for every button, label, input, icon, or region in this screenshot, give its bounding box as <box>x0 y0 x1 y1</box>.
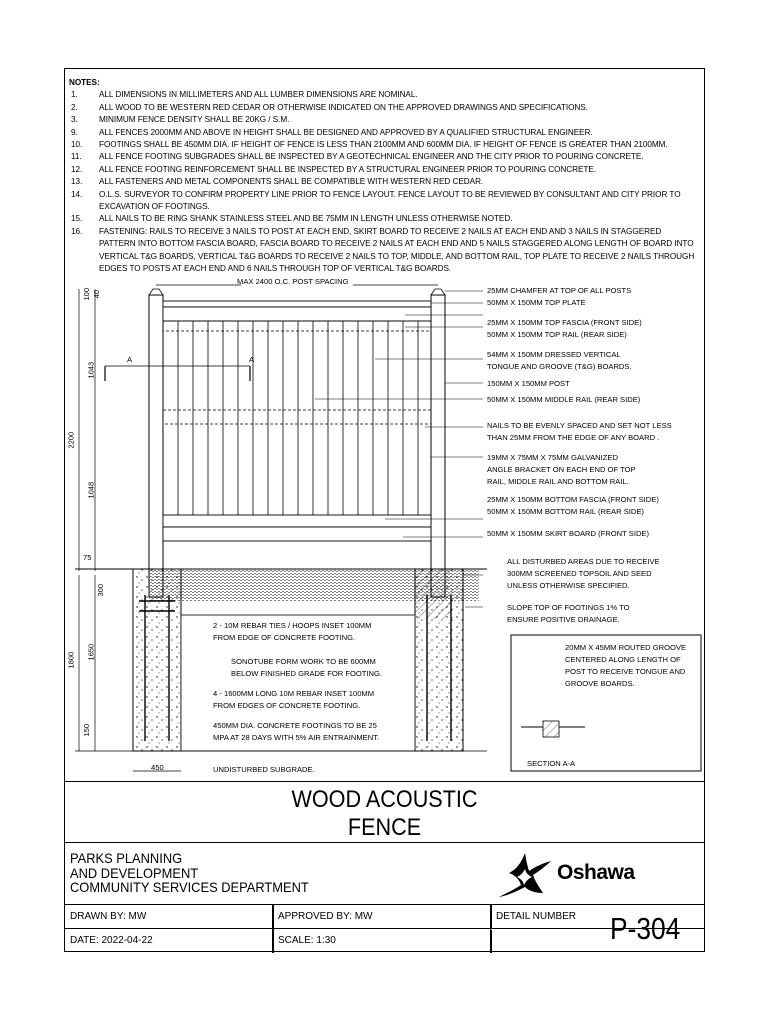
dim-label: 300 <box>96 583 106 597</box>
oshawa-star-icon <box>495 849 555 901</box>
note-number: 16. <box>71 226 83 236</box>
dim-label: 150 <box>82 723 92 737</box>
note-text: ALL FENCE FOOTING SUBGRADES SHALL BE INSPECTED BY A GEOTECHNICAL ENGINEER AND THE CITY PRIOR TO POURING CONCRETE. <box>99 152 644 162</box>
callout: 300MM SCREENED TOPSOIL AND SEED <box>507 569 652 578</box>
skirt-board <box>163 527 431 541</box>
dim-label: 450 <box>151 763 164 772</box>
dim-label: 1800 <box>66 651 76 669</box>
post-spacing-label: MAX 2400 O.C. POST SPACING <box>237 277 349 286</box>
callout: 25MM X 150MM TOP FASCIA (FRONT SIDE) <box>487 318 642 327</box>
note-number: 13. <box>71 177 83 187</box>
note-item <box>69 114 699 126</box>
department-name <box>70 851 309 895</box>
section-mark: A <box>249 355 255 364</box>
note-text: ALL NAILS TO BE RING SHANK STAINLESS STEEL AND BE 75MM IN LENGTH UNLESS OTHERWISE NOTED. <box>99 214 513 224</box>
title-line-1: WOOD ACOUSTIC <box>291 786 478 813</box>
section-detail-note: CENTERED ALONG LENGTH OF <box>565 655 681 664</box>
section-mark: A <box>127 355 133 364</box>
section-post-detail <box>543 721 559 737</box>
section-title: SECTION A-A <box>527 759 576 768</box>
callout: UNLESS OTHERWISE SPECIFIED. <box>507 581 630 590</box>
note-item <box>69 102 699 114</box>
titleblock-divider <box>272 905 274 953</box>
note-item <box>69 127 699 139</box>
dim-label: 1650 <box>86 643 96 661</box>
footing-callout: FROM EDGES OF CONCRETE FOOTING. <box>213 701 361 710</box>
note-number: 2. <box>71 102 78 112</box>
approved-by: APPROVED BY: MW <box>278 911 373 922</box>
footing-callout: MPA AT 28 DAYS WITH 5% AIR ENTRAINMENT. <box>213 733 380 742</box>
note-number: 12. <box>71 164 83 174</box>
note-item <box>69 139 699 151</box>
department-line: PARKS PLANNING <box>70 850 183 866</box>
vertical-tg-boards <box>178 321 418 515</box>
dim-label: 1048 <box>86 481 96 499</box>
scale: SCALE: 1:30 <box>278 935 336 946</box>
oshawa-wordmark: Oshawa <box>557 861 635 884</box>
note-number: 15. <box>71 214 83 224</box>
department-band <box>65 843 704 905</box>
department-line: AND DEVELOPMENT <box>70 864 199 881</box>
note-text: ALL DIMENSIONS IN MILLIMETERS AND ALL LUMBER DIMENSIONS ARE NOMINAL. <box>99 90 418 100</box>
department-line: COMMUNITY SERVICES DEPARTMENT <box>70 879 309 895</box>
callout: THAN 25MM FROM THE EDGE OF ANY BOARD . <box>487 433 660 442</box>
fence-elevation-drawing <box>65 275 706 783</box>
note-number: 9. <box>71 127 78 137</box>
leader-lines <box>315 291 483 607</box>
note-text: ALL FENCES 2000MM AND ABOVE IN HEIGHT SHALL BE DESIGNED AND APPROVED BY A QUALIFIED STRUCTURAL ENGINEER. <box>99 127 593 137</box>
callout: 50MM X 150MM TOP PLATE <box>487 298 586 307</box>
callout: 54MM X 150MM DRESSED VERTICAL <box>487 350 621 359</box>
titleblock-row-1 <box>65 905 704 929</box>
titleblock-row-2 <box>65 929 704 953</box>
callout: 50MM X 150MM TOP RAIL (REAR SIDE) <box>487 330 627 339</box>
dim-label: 2200 <box>66 431 76 449</box>
note-item <box>69 176 699 188</box>
note-text: FOOTINGS SHALL BE 450MM DIA. IF HEIGHT OF FENCE IS LESS THAN 2100MM AND 600MM DIA. IF HEIGHT OF FENCE IS GREATER THAN 2100MM. <box>99 140 668 150</box>
callout: NAILS TO BE EVENLY SPACED AND SET NOT LESS <box>487 421 672 430</box>
note-item <box>69 213 699 225</box>
post-chamfer <box>149 289 163 295</box>
dim-label: 75 <box>83 553 92 562</box>
right-post <box>431 295 445 597</box>
note-text: FASTENING: RAILS TO RECEIVE 3 NAILS TO POST AT EACH END, SKIRT BOARD TO RECEIVE 2 NAILS AT EACH END AND 3 NAILS IN STAGGERED PATTERN INTO BOTTOM FASCIA BOARD, FASCIA BOARD TO RECEIVE 2 NAILS AT EACH END AND 5 NAILS STAGGERED ALONG LENGTH OF BOARD INTO VERTICAL T&G BOARDS, VERTICAL T&G BOARDS TO RECEIVE 2 NAILS TO TOP, MIDDLE, AND BOTTOM RAIL, TOP PLATE TO RECEIVE 2 NAILS THROUGH EDGES TO POSTS AT EACH END AND 6 NAILS THROUGH TOP OF VERTICAL T&G BOARDS. <box>99 226 695 274</box>
note-number: 10. <box>71 140 83 150</box>
left-footing <box>133 569 181 751</box>
footing-callout: FROM EDGE OF CONCRETE FOOTING. <box>213 633 356 642</box>
callout: RAIL, MIDDLE RAIL AND BOTTOM RAIL. <box>487 477 629 486</box>
note-number: 3. <box>71 115 78 125</box>
title-band <box>65 781 704 843</box>
post-chamfer <box>431 289 445 295</box>
detail-number-label: DETAIL NUMBER <box>496 911 577 922</box>
note-item <box>69 89 699 101</box>
callout: 150MM X 150MM POST <box>487 379 570 388</box>
top-fascia <box>163 307 431 321</box>
callout: 50MM X 150MM BOTTOM RAIL (REAR SIDE) <box>487 507 644 516</box>
top-rail <box>163 321 431 331</box>
callout: ALL DISTURBED AREAS DUE TO RECEIVE <box>507 557 660 566</box>
footing-slope-hatch <box>415 569 453 619</box>
note-item <box>69 226 699 276</box>
title-line-2: FENCE <box>347 814 422 841</box>
drawing-sheet <box>64 68 705 952</box>
left-post <box>149 295 163 597</box>
note-text: ALL WOOD TO BE WESTERN RED CEDAR OR OTHERWISE INDICATED ON THE APPROVED DRAWINGS AND SPECIFICATIONS. <box>99 102 588 112</box>
note-item <box>69 151 699 163</box>
note-text: MINIMUM FENCE DENSITY SHALL BE 20KG / S.M. <box>99 115 290 125</box>
footing-callout: BELOW FINISHED GRADE FOR FOOTING. <box>231 669 383 678</box>
callout: 19MM X 75MM X 75MM GALVANIZED <box>487 453 618 462</box>
date: DATE: 2022-04-22 <box>70 935 153 946</box>
middle-rail <box>163 410 431 424</box>
dim-label: 1043 <box>86 361 96 379</box>
notes-block <box>69 77 699 276</box>
note-text: O.L.S. SURVEYOR TO CONFIRM PROPERTY LINE PRIOR TO FENCE LAYOUT. FENCE LAYOUT TO BE REVIEWED BY CONSULTANT AND CITY PRIOR TO EXCAVATION OF FOOTINGS. <box>99 189 681 212</box>
callout: 50MM X 150MM SKIRT BOARD (FRONT SIDE) <box>487 529 650 538</box>
section-detail-note: 20MM X 45MM ROUTED GROOVE <box>565 643 687 652</box>
section-detail-note: POST TO RECEIVE TONGUE AND <box>565 667 686 676</box>
callout: 25MM X 150MM BOTTOM FASCIA (FRONT SIDE) <box>487 495 659 504</box>
dim-label: 40 <box>92 289 102 299</box>
note-item <box>69 189 699 214</box>
section-detail-note: GROOVE BOARDS. <box>565 679 635 688</box>
dim-label: 100 <box>82 287 92 301</box>
detail-number: P-304 <box>610 911 681 946</box>
callout: TONGUE AND GROOVE (T&G) BOARDS. <box>487 362 632 371</box>
oshawa-logo <box>495 849 695 901</box>
top-plate <box>163 301 431 307</box>
bottom-fascia <box>163 515 431 527</box>
callout: 50MM X 150MM MIDDLE RAIL (REAR SIDE) <box>487 395 641 404</box>
footing-callout: SONOTUBE FORM WORK TO BE 600MM <box>231 657 376 666</box>
callout: SLOPE TOP OF FOOTINGS 1% TO <box>507 603 630 612</box>
footing-callout: 4 - 1600MM LONG 10M REBAR INSET 100MM <box>213 689 375 698</box>
note-text: ALL FASTENERS AND METAL COMPONENTS SHALL BE COMPATIBLE WITH WESTERN RED CEDAR. <box>99 177 484 187</box>
callout: 25MM CHAMFER AT TOP OF ALL POSTS <box>487 286 632 295</box>
callout: ANGLE BRACKET ON EACH END OF TOP <box>487 465 636 474</box>
footing-callout: 2 - 10M REBAR TIES / HOOPS INSET 100MM <box>213 621 372 630</box>
note-text: ALL FENCE FOOTING REINFORCEMENT SHALL BE INSPECTED BY A STRUCTURAL ENGINEER PRIOR TO POURING CONCRETE. <box>99 164 597 174</box>
footing-callout: UNDISTURBED SUBGRADE. <box>213 765 315 774</box>
drawn-by: DRAWN BY: MW <box>70 911 147 922</box>
callout: ENSURE POSITIVE DRAINAGE. <box>507 615 620 624</box>
footing-callout: 450MM DIA. CONCRETE FOOTINGS TO BE 25 <box>213 721 377 730</box>
notes-heading: NOTES: <box>69 78 100 87</box>
note-number: 11. <box>71 152 82 162</box>
note-number: 1. <box>71 90 78 100</box>
note-item <box>69 164 699 176</box>
note-number: 14. <box>71 189 83 199</box>
